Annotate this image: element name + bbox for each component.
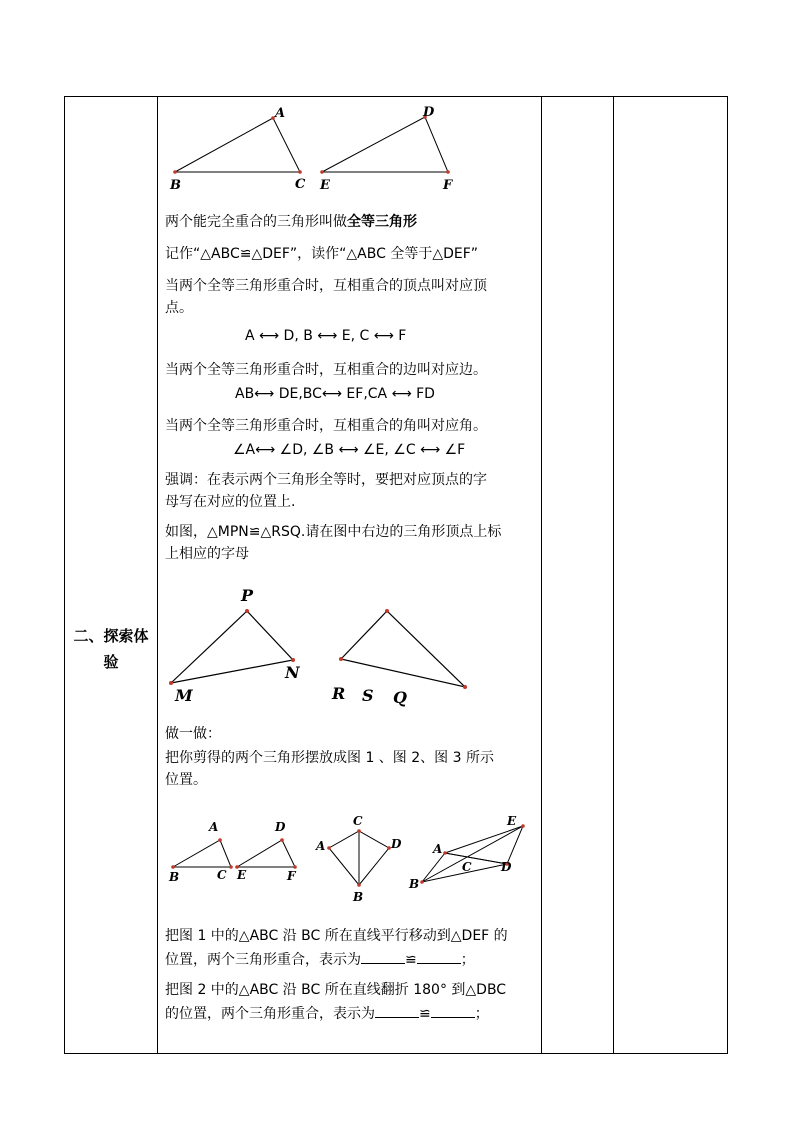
fig2-label-d: D — [391, 837, 402, 851]
example-text: 上相应的字母 — [165, 546, 249, 562]
vertex-pairs: A ⟷ D, B ⟷ E, C ⟷ F — [245, 328, 407, 344]
side-text: 当两个全等三角形重合时，互相重合的边叫对应边。 — [165, 362, 487, 378]
fig2-label-c: C — [353, 814, 363, 828]
figure-mpn-rsq — [165, 581, 541, 711]
question-2: 把图 2 中的△ABC 沿 BC 所在直线翻折 180° 到△DBC — [165, 982, 507, 998]
doit-title: 做一做： — [165, 726, 221, 742]
triangle-abc — [175, 118, 300, 172]
fig2-label-b: B — [353, 890, 364, 904]
label-c: C — [295, 177, 306, 192]
question-1: 把图 1 中的△ABC 沿 BC 所在直线平行移动到△DEF 的 — [165, 928, 508, 944]
section-title — [65, 623, 157, 675]
lesson-table — [64, 96, 728, 1054]
fig2-triangle-abc — [329, 831, 359, 885]
fig3-triangle-cde — [445, 826, 523, 864]
question-1-answer: 位置，两个三角形重合，表示为 ≌ ； — [165, 949, 541, 971]
triangle-mpn — [171, 611, 293, 683]
column-divider — [157, 97, 158, 1053]
label-a: A — [275, 106, 286, 121]
column-divider — [541, 97, 542, 1053]
angle-text: 当两个全等三角形重合时，互相重合的角叫对应角。 — [165, 418, 487, 434]
fig3-label-d: D — [501, 860, 512, 874]
definition-text: 两个能完全重合的三角形叫做全等三角形 — [165, 214, 417, 230]
label-n: N — [285, 663, 300, 682]
fig1-label-f: F — [287, 869, 296, 883]
fig1-label-b: B — [169, 870, 180, 884]
emphasis-text: 强调：在表示两个三角形全等时，要把对应顶点的字 — [165, 472, 487, 488]
angle-pairs: ∠A⟷ ∠D, ∠B ⟷ ∠E, ∠C ⟷ ∠F — [233, 442, 466, 458]
section-title-line: 二、探索体 — [73, 627, 149, 645]
term-congruent: 全等三角形 — [347, 214, 417, 230]
fig1-label-c: C — [217, 868, 227, 882]
label-e: E — [320, 178, 330, 193]
emphasis-text: 母写在对应的位置上. — [165, 494, 296, 510]
label-d: D — [423, 105, 435, 120]
answer-blank[interactable] — [375, 1003, 419, 1018]
fig1-label-d: D — [275, 820, 286, 834]
figure-arrangements — [165, 813, 541, 913]
label-s: S — [362, 686, 374, 705]
fig3-label-a: A — [433, 842, 443, 856]
section-title-line: 验 — [103, 653, 119, 671]
notation-text: 记作“△ABC≌△DEF”，读作“△ABC 全等于△DEF” — [165, 246, 479, 262]
vertex-text: 点。 — [165, 300, 193, 316]
fig2-label-a: A — [316, 839, 326, 853]
fig2-triangle-dbc — [359, 831, 389, 885]
fig1-triangle-def — [237, 840, 295, 867]
label-b: B — [170, 178, 181, 193]
fig1-label-e: E — [237, 868, 247, 882]
fig1-triangle-abc — [173, 840, 231, 867]
fig1-label-a: A — [209, 820, 219, 834]
fig3-label-e: E — [507, 814, 517, 828]
fig3-label-b: B — [409, 877, 420, 891]
answer-blank[interactable] — [361, 949, 405, 964]
triangle-def — [322, 117, 448, 172]
label-p: P — [241, 586, 254, 605]
question-2-answer: 的位置，两个三角形重合，表示为 ≌ ； — [165, 1003, 541, 1025]
label-q: Q — [393, 688, 407, 707]
doit-text: 把你剪得的两个三角形摆放成图 1 、图 2、图 3 所示 — [165, 750, 494, 766]
figure-congruent-triangles — [165, 101, 541, 201]
answer-blank[interactable] — [431, 1003, 475, 1018]
fig3-label-c: C — [462, 860, 472, 874]
label-m: M — [175, 686, 193, 705]
answer-blank[interactable] — [417, 949, 461, 964]
doit-text: 位置。 — [165, 772, 207, 788]
triangle-rsq — [341, 611, 465, 687]
example-text: 如图，△MPN≌△RSQ.请在图中右边的三角形顶点上标 — [165, 524, 502, 540]
label-f: F — [443, 178, 453, 193]
side-pairs: AB⟷ DE,BC⟷ EF,CA ⟷ FD — [235, 386, 435, 402]
vertex-text: 当两个全等三角形重合时，互相重合的顶点叫对应顶 — [165, 278, 487, 294]
column-divider — [613, 97, 614, 1053]
label-r: R — [332, 684, 346, 703]
